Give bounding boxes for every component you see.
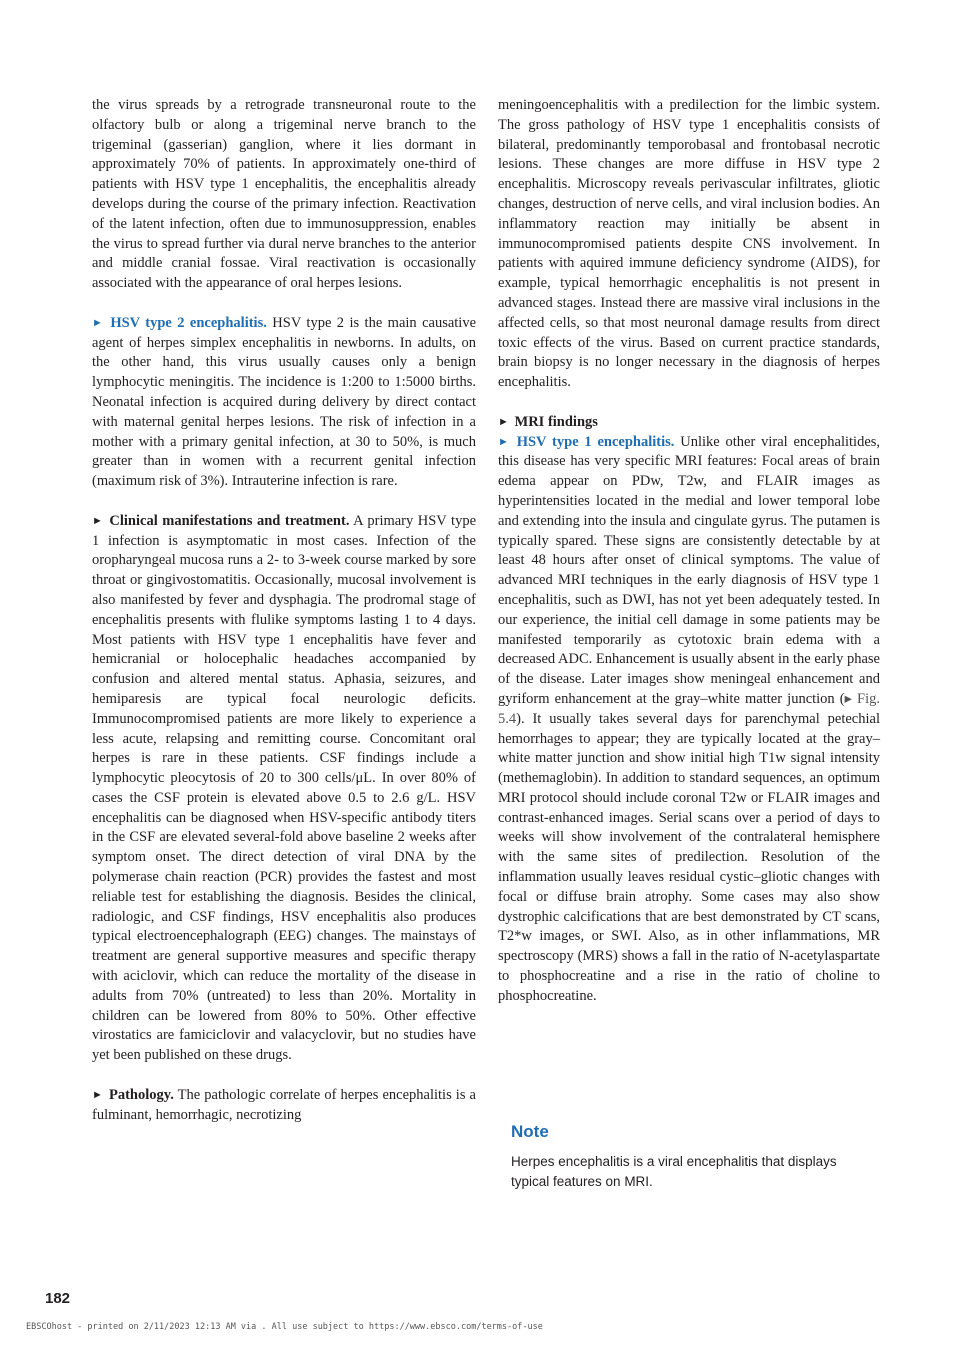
- paragraph-meningoencephalitis: meningoencephalitis with a predilection for the limbic system. The gross pathology of HSV type 1 encephalitis consists of bilateral, predominantly temporobasal and frontobasal necrotic lesions. These changes are more diffuse in HSV type 2 encephalitis. Microscopy reveals perivascular infiltrates, gliotic changes, destruction of nerve cells, and viral inclusion bodies. An inflammatory reaction may initially be absent in immunocompromised patients despite CNS involvement. In patients with aquired immune deficiency syndrome (AIDS), for example, typical hemorrhagic encephalitis is not present in advanced stages. Instead there are massive viral inclusions in the affected cells, so that most neuronal damage results from direct toxic effects of the virus. Based on current practice standards, brain biopsy is no longer necessary in the diagnosis of herpes encephalitis.: [498, 97, 880, 391]
- arrow-icon: ►: [498, 435, 509, 448]
- paragraph-clinical: [92, 512, 476, 1066]
- arrow-icon: ►: [92, 514, 103, 527]
- note-box: [511, 1122, 871, 1192]
- arrow-icon: ►: [92, 316, 103, 329]
- hsv1-heading: ► HSV type 1 encephalitis.: [498, 433, 675, 450]
- paragraph-hsv1: [498, 433, 880, 1007]
- right-column: [498, 96, 880, 1007]
- hsv2-heading: ► HSV type 2 encephalitis.: [92, 314, 267, 331]
- arrow-icon: ►: [498, 415, 509, 428]
- hsv2-text: HSV type 2 is the main causative agent of herpes simplex encephalitis in newborns. In adults, on the other hand, this virus usually causes only a benign lymphocytic meningitis. The incidence is 1:200 to 1:5000 births. Neonatal infection is acquired during delivery by direct contact with maternal genital herpes lesions. The risk of infection in a mother with a primary genital infection, at 30 to 50%, is much greater than in women with a recurrent genital infection (maximum risk of 3%). Intrauterine infection is rare.: [92, 314, 477, 490]
- mri-findings-heading: ► MRI findings: [498, 413, 598, 430]
- hsv1-text-b: ). It usually takes several days for parenchymal petechial hemorrhages to appear; they are typically located at the gray–white matter junction and show initial high T1w signal intensity (methemaglobin). In addition to standard sequences, an optimum MRI protocol should include coronal T2w or FLAIR images and contrast-enhanced images. Serial scans over a period of days to weeks will show involvement of the contralateral hemisphere with the same sites of predilection. Resolution of the inflammation usually leaves residual cystic–gliotic changes with focal or diffuse brain atrophy. Some cases may also show dystrophic calcifications that are best demonstrated by CT scans, T2*w images, or SWI. Also, as in other inflammations, MR spectroscopy (MRS) shows a fall in the ratio of N-acetylaspartate to phosphocreatine and a rise in the ratio of choline to phosphocreatine.: [498, 710, 880, 1004]
- pathology-text: The pathologic correlate of herpes encephalitis is a fulminant, hemorrhagic, necrotizing: [92, 1086, 476, 1123]
- paragraph-pathology: [92, 1086, 476, 1126]
- paragraph-virus-spread: the virus spreads by a retrograde transneuronal route to the olfactory bulb or along a trigeminal nerve branch to the trigeminal (gasserian) ganglion, where it lies dormant in approximately 70% of patients. In approximately one-third of patients with HSV type 1 encephalitis, the encephalitis already develops during the course of the primary infection. Reactivation of the latent infection, often due to immunosuppression, enables the virus to spread further via dural nerve branches to the anterior and middle cranial fossae. Viral reactivation is occasionally associated with the appearance of oral herpes lesions.: [92, 97, 476, 292]
- note-text: Herpes encephalitis is a viral encephalitis that displays typical features on MRI.: [511, 1154, 837, 1189]
- footer-notice: EBSCOhost - printed on 2/11/2023 12:13 AM via . All use subject to https://www.ebsco.com/terms-of-use: [26, 1322, 543, 1332]
- hsv1-text-a: Unlike other viral encephalitides, this disease has very specific MRI features: Focal areas of brain edema appear on PDw, T2w, and FLAIR images as hyperintensities located in the medial and lower temporal lobe and extending into the insula and cingulate gyrus. The putamen is typically spared. These signs are consistently detectable by at least 48 hours after onset of clinical symptoms. The value of advanced MRI techniques in the early diagnosis of HSV type 1 encephalitis, such as DWI, has not yet been adequately tested. In our experience, the initial cell damage in some patients may be manifested temporarily as cytotoxic brain edema with a decreased ADC. Enhancement is usually absent in the early phase of the disease. Later images show meningeal enhancement and gyriform enhancement at the gray–white matter junction (: [498, 433, 881, 707]
- note-title: Note: [511, 1122, 549, 1141]
- clinical-heading: ► Clinical manifestations and treatment.: [92, 512, 350, 529]
- arrow-icon: ►: [92, 1088, 103, 1101]
- page-number: 182: [45, 1290, 71, 1307]
- paragraph-hsv2: [92, 314, 476, 492]
- left-column: [92, 96, 476, 1125]
- figure-reference-link[interactable]: ▸ Fig. 5.4: [498, 690, 881, 727]
- pathology-heading: ► Pathology.: [92, 1086, 174, 1103]
- clinical-text: A primary HSV type 1 infection is asymptomatic in most cases. Infection of the oropharyngeal mucosa runs a 2- to 3-week course marked by sore throat or gingivostomatitis. Occasionally, mucosal involvement is also manifested by fever and dysphagia. The prodromal stage of encephalitis presents with flulike symptoms lasting 1 to 4 days. Most patients with HSV type 1 encephalitis have fever and hemicranial or holocephalic headaches accompanied by confusion and altered mental status. Aphasia, seizures, and hemiparesis are typical focal neurologic deficits. Immunocompromised patients are more likely to experience a less acute, relapsing and remitting course. Concomitant oral herpes is rare in these patients. CSF findings include a lymphocytic pleocytosis of 20 to 300 cells/μL. In over 80% of cases the CSF protein is elevated above 0.5 to 2.6 g/L. HSV encephalitis can be diagnosed when HSV-specific antibody titers in the CSF are elevated several-fold above baseline 2 weeks after symptom onset. The direct detection of viral DNA by the polymerase chain reaction (PCR) provides the fastest and most reliable test for establishing the diagnosis. Besides the clinical, radiologic, and CSF findings, HSV encephalitis also produces typical electroencephalograph (EEG) changes. The mainstays of treatment are general supportive measures and specific therapy with aciclovir, which can reduce the mortality of the disease in adults from 70% (untreated) to less than 20%. Mortality in children can be lowered from 80% to 50%. Other effective virostatics are famiciclovir and valacyclovir, but no studies have yet been published on these drugs.: [92, 512, 476, 1064]
